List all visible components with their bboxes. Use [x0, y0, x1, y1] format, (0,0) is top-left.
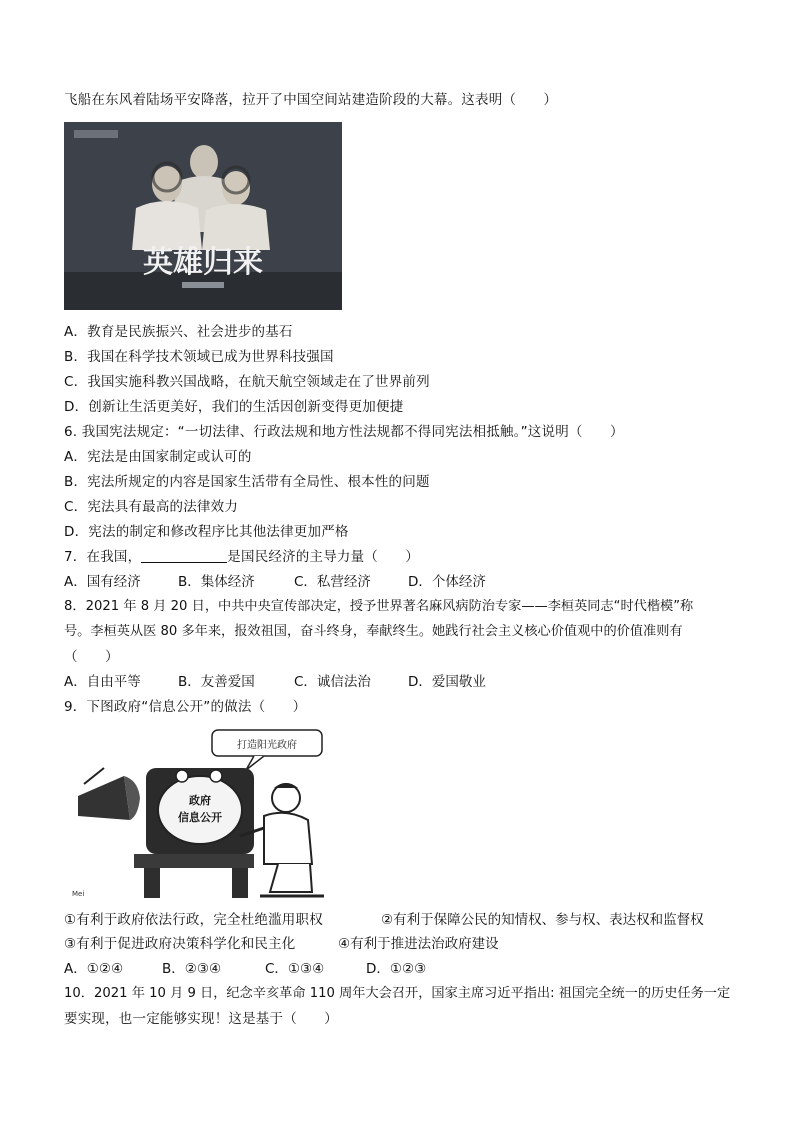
photo-title: 英雄归来: [143, 245, 263, 280]
q9-option-d: D．①②③: [366, 961, 427, 977]
q7-option-c: C．私营经济: [294, 574, 371, 590]
q9-statement-4: ④有利于推进法治政府建设: [338, 936, 499, 952]
cartoon-signature: Mei: [72, 890, 85, 898]
q6-option-c: C．宪法具有最高的法律效力: [64, 499, 239, 515]
screen-line2: 信息公开: [178, 811, 222, 824]
q5-option-b: B．我国在科学技术领域已成为世界科技强国: [64, 349, 334, 365]
q7-stem-pre: 7．在我国，: [64, 549, 142, 565]
q9-statement-1: ①有利于政府依法行政，完全杜绝滥用职权: [64, 912, 323, 928]
bubble-text: 打造阳光政府: [237, 740, 297, 751]
astronauts-photo: [64, 122, 342, 310]
q9-option-c: C．①③④: [265, 961, 325, 977]
q8-option-b: B．友善爱国: [178, 674, 255, 690]
q7-blank: [141, 548, 227, 563]
cartoon-illustration: [64, 724, 340, 902]
screen-line1: 政府: [189, 794, 211, 807]
q9-statement-2: ②有利于保障公民的知情权、参与权、表达权和监督权: [381, 912, 704, 928]
q9-stem: 9．下图政府“信息公开”的做法（ ）: [64, 699, 307, 715]
q5-option-a: A．教育是民族振兴、社会进步的基石: [64, 324, 293, 340]
q9-option-a: A．①②④: [64, 961, 124, 977]
q8-option-c: C．诚信法治: [294, 674, 371, 690]
q6-option-a: A．宪法是由国家制定或认可的: [64, 449, 252, 465]
q5-option-c: C．我国实施科教兴国战略，在航天航空领域走在了世界前列: [64, 374, 430, 390]
q8-option-a: A．自由平等: [64, 674, 141, 690]
q8-option-d: D．爱国敬业: [408, 674, 486, 690]
q7-stem-post: 是国民经济的主导力量（ ）: [227, 549, 420, 565]
q10-stem-line1: 10．2021 年 10 月 9 日，纪念辛亥革命 110 周年大会召开，国家主席习近平指出: 祖国完全统一的历史任务一定: [64, 986, 731, 1001]
q7-option-d: D．个体经济: [408, 574, 486, 590]
q9-statement-3: ③有利于促进政府决策科学化和民主化: [64, 936, 296, 952]
q7-stem: [64, 548, 419, 566]
q8-stem-line2: 号。李桓英从医 80 多年来，报效祖国，奋斗终身，奉献终生。她践行社会主义核心价值观中的价值准则有: [64, 624, 683, 639]
q8-stem-line1: 8．2021 年 8 月 20 日，中共中央宣传部决定，授予世界著名麻风病防治专家——李桓英同志“时代楷模”称: [64, 599, 694, 614]
q7-option-b: B．集体经济: [178, 574, 255, 590]
q6-option-d: D．宪法的制定和修改程序比其他法律更加严格: [64, 524, 349, 540]
astronauts-illustration: [64, 122, 342, 310]
q10-stem-line2: 要实现，也一定能够实现！这是基于（ ）: [64, 1011, 338, 1027]
q5-stem: 飞船在东风着陆场平安降落，拉开了中国空间站建造阶段的大幕。这表明（ ）: [64, 92, 558, 108]
q5-option-d: D．创新让生活更美好，我们的生活因创新变得更加便捷: [64, 399, 404, 415]
q6-stem: 6. 我国宪法规定：“一切法律、行政法规和地方性法规都不得同宪法相抵触。”这说明（ ）: [64, 424, 624, 440]
q7-option-a: A．国有经济: [64, 574, 141, 590]
q6-option-b: B．宪法所规定的内容是国家生活带有全局性、根本性的问题: [64, 474, 430, 490]
info-disclosure-cartoon: [64, 724, 340, 902]
q8-stem-line3: （ ）: [64, 649, 119, 665]
q9-option-b: B．②③④: [162, 961, 222, 977]
